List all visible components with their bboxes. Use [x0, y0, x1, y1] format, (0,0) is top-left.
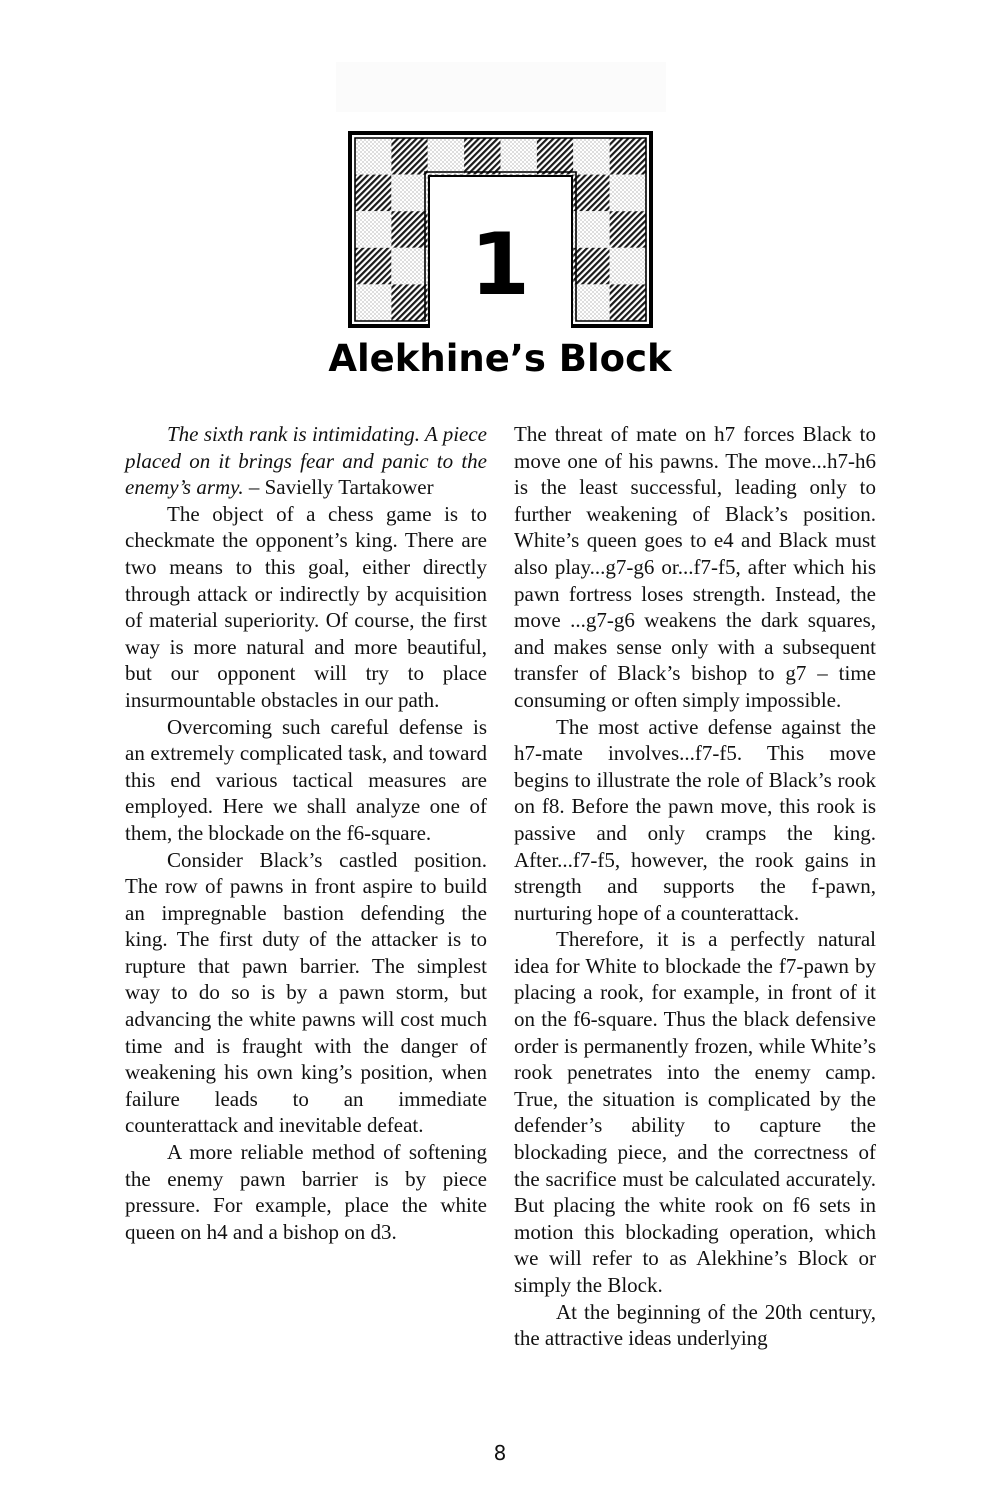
board-square	[464, 138, 500, 175]
board-square	[610, 211, 646, 248]
paragraph: The most active defense against the h7-mate involves...f7-f5. This move begins to illustrate the role of Black’s rook on f8. Before the pawn move, this rook is passive and only cramps the king. After...f7-f5, however, the rook gains in strength and supports the f-pawn, nurturing hope of a counterattack.	[514, 714, 876, 925]
board-square	[573, 138, 609, 175]
board-square	[573, 248, 609, 285]
board-square	[355, 211, 391, 248]
board-square	[573, 175, 609, 212]
page-number: 8	[493, 1441, 507, 1465]
chapter-title: Alekhine’s Block	[328, 337, 672, 380]
left-column	[125, 421, 487, 1245]
board-square	[573, 211, 609, 248]
board-square	[610, 284, 646, 321]
board-square	[391, 211, 427, 248]
board-square	[610, 138, 646, 175]
paragraph: A more reliable method of softening the enemy pawn barrier is by piece pressure. For example, place the white queen on h4 and a bishop on d3.	[125, 1140, 487, 1244]
board-square	[355, 284, 391, 321]
right-column	[514, 421, 876, 1352]
board-square	[610, 175, 646, 212]
paragraph: The object of a chess game is to checkmate the opponent’s king. There are two means to this goal, either directly through attack or indirectly by acquisition of material superiority. Of course, the first way is more natural and more beautiful, but our opponent will try to place insurmountable obstacles in our path.	[125, 501, 487, 712]
paragraph: The threat of mate on h7 forces Black to move one of his pawns. The move...h7-h6 is the least successful, leading only to further weakening of Black’s position. White’s queen goes to e4 and Black must also play...g7-g6 or...f7-f5, after which his pawn fortress loses strength. Instead, the move ...g7-g6 weakens the dark squares, and makes sense only with a subsequent transfer of Black’s bishop to g7 – time consuming or often simply impossible.	[514, 422, 876, 712]
paragraph: Overcoming such careful defense is an extremely complicated task, and toward this end various tactical measures are employed. Here we shall analyze one of them, the blockade on the f6-square.	[125, 714, 487, 845]
epigraph-attribution: – Savielly Tartakower	[248, 475, 434, 500]
board-square	[428, 138, 464, 175]
paragraph: At the beginning of the 20th century, the attractive ideas underlying	[514, 1299, 876, 1351]
paragraph: Therefore, it is a perfectly natural idea for White to blockade the f7-pawn by placing a rook, for example, in front of it on the f6-square. Thus the black defensive order is permanently frozen, while White’s rook penetrates into the enemy camp. True, the situation is complicated by the defender’s ability to capture the blockading piece, and the correctness of the sacrifice must be calculated accurately. But placing the white rook on f6 sets in motion this blockading operation, which we will refer to as Alekhine’s Block or simply the Block.	[514, 927, 876, 1297]
header-blank-area	[336, 62, 666, 112]
paragraph: Consider Black’s castled position. The row of pawns in front aspire to build an impregnable bastion defending the king. The first duty of the attacker is to rupture that pawn barrier. The simplest way to do so is by a pawn storm, but advancing the white pawns will cost much time and is fraught with the danger of weakening his own king’s position, when failure leads to an immediate counterattack and inevitable defeat.	[125, 847, 487, 1138]
chapter-number: 1	[470, 215, 530, 315]
board-square	[537, 138, 573, 175]
board-square	[391, 248, 427, 285]
board-square	[355, 175, 391, 212]
board-square	[391, 175, 427, 212]
board-square	[355, 138, 391, 175]
board-square	[391, 284, 427, 321]
board-square	[610, 248, 646, 285]
epigraph-quote: The sixth rank is intimidating. A piece placed on it brings fear and panic to the enemy’s army.	[125, 422, 487, 500]
board-square	[501, 138, 537, 175]
epigraph	[125, 421, 487, 501]
board-square	[573, 284, 609, 321]
board-square	[391, 138, 427, 175]
board-square	[355, 248, 391, 285]
